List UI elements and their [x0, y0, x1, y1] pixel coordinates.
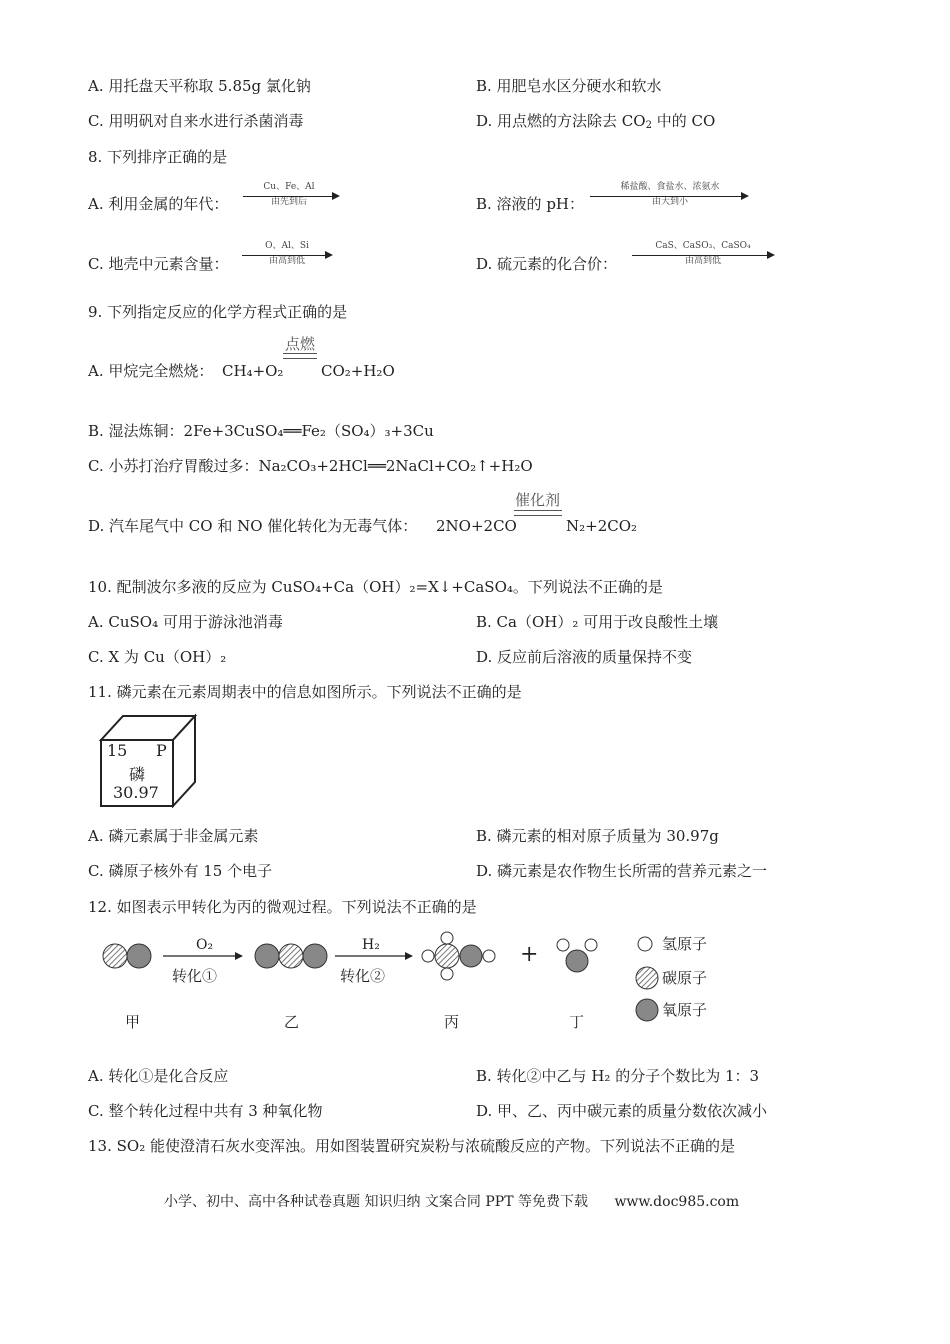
q12-arrow1-bottom: 转化①	[172, 967, 218, 985]
q8-a-arrow-bottom: 由先到后	[270, 197, 307, 207]
molecule-yi-icon	[255, 944, 327, 968]
q12-option-d: D. 甲、乙、丙中碳元素的质量分数依次减小	[476, 1102, 768, 1120]
q9-option-d-label: D. 汽车尾气中 CO 和 NO 催化转化为无毒气体：	[88, 517, 418, 535]
q8-a-arrow-head-icon	[332, 192, 340, 200]
q8-b-arrow	[590, 182, 750, 208]
q12-option-c: C. 整个转化过程中共有 3 种氧化物	[88, 1102, 323, 1120]
q9-d-left: 2NO+2CO	[436, 517, 517, 535]
q8-c-arrow-line	[242, 255, 326, 256]
q8-d-arrow-bottom: 由高到低	[684, 256, 721, 266]
q9-option-c: C. 小苏打治疗胃酸过多：Na₂CO₃+2HCl══2NaCl+CO₂↑+H₂O	[88, 457, 533, 475]
legend-carbon-icon	[636, 967, 658, 989]
q12-option-a: A. 转化①是化合反应	[88, 1067, 229, 1085]
q12-arrow1-head-icon	[235, 952, 243, 960]
q8-a-arrow	[243, 182, 335, 208]
q12-label-jia: 甲	[125, 1013, 141, 1031]
q8-c-arrow-bottom: 由高到低	[268, 256, 305, 266]
q12-arrow1-top: O₂	[196, 937, 214, 953]
q12-stem: 12. 如图表示甲转化为丙的微观过程。下列说法不正确的是	[88, 898, 477, 916]
q10-option-a: A. CuSO₄ 可用于游泳池消毒	[88, 613, 283, 631]
q8-option-c-label: C. 地壳中元素含量：	[88, 255, 229, 273]
molecule-jia-icon	[103, 944, 151, 968]
q10-option-b: B. Ca（OH）₂ 可用于改良酸性土壤	[476, 613, 719, 631]
q8-b-arrow-bottom: 由大到小	[651, 197, 688, 207]
q8-stem: 8. 下列排序正确的是	[88, 148, 228, 166]
q11-option-d: D. 磷元素是农作物生长所需的营养元素之一	[476, 862, 768, 880]
q8-d-arrow-head-icon	[767, 251, 775, 259]
legend-oxygen-icon	[636, 999, 658, 1021]
footer-url[interactable]: www.doc985.com	[614, 1194, 740, 1210]
q8-b-arrow-top: 稀盐酸、食盐水、浓氨水	[620, 182, 720, 192]
q10-stem: 10. 配制波尔多液的反应为 CuSO₄+Ca（OH）₂=X↓+CaSO₄。下列说法不正确的是	[88, 578, 663, 596]
q8-b-arrow-head-icon	[741, 192, 749, 200]
q9-a-left: CH₄+O₂	[222, 362, 284, 380]
q12-option-b: B. 转化②中乙与 H₂ 的分子个数比为 1：3	[476, 1067, 760, 1085]
q8-a-arrow-line	[243, 196, 333, 197]
q13-stem: 13. SO₂ 能使澄清石灰水变浑浊。用如图装置研究炭粉与浓硫酸反应的产物。下列说法不正确的是	[88, 1137, 735, 1155]
page-footer	[164, 1191, 739, 1211]
footer-text: 小学、初中、高中各种试卷真题 知识归纳 文案合同 PPT 等免费下载	[164, 1194, 588, 1210]
q12-arrow2-top: H₂	[362, 937, 380, 953]
q9-option-a-label: A. 甲烷完全燃烧：	[88, 362, 214, 380]
q9-d-equals-line	[514, 510, 562, 516]
q8-option-b-label: B. 溶液的 pH：	[476, 195, 585, 213]
element-atomic-number: 15	[107, 741, 128, 760]
q12-label-yi: 乙	[284, 1013, 300, 1031]
q8-c-arrow-head-icon	[325, 251, 333, 259]
q11-option-c: C. 磷原子核外有 15 个电子	[88, 862, 273, 880]
q12-label-ding: 丁	[569, 1013, 585, 1031]
element-symbol: P	[156, 741, 167, 760]
q8-c-arrow-top: O、Al、Si	[265, 241, 309, 251]
q9-option-b: B. 湿法炼铜：2Fe+3CuSO₄══Fe₂（SO₄）₃+3Cu	[88, 422, 434, 440]
q8-b-arrow-line	[590, 196, 742, 197]
q8-option-d-label: D. 硫元素的化合价：	[476, 255, 618, 273]
q7-option-c: C. 用明矾对自来水进行杀菌消毒	[88, 112, 304, 130]
legend-hydrogen-icon	[638, 937, 652, 951]
q12-plus: +	[520, 942, 539, 967]
q8-a-arrow-top: Cu、Fe、Al	[263, 182, 315, 192]
q7-option-b: B. 用肥皂水区分硬水和软水	[476, 77, 662, 95]
q11-option-a: A. 磷元素属于非金属元素	[88, 827, 259, 845]
q9-d-condition: 催化剂	[514, 491, 560, 509]
q9-a-equals-line	[283, 353, 317, 359]
q8-d-arrow	[632, 241, 774, 267]
q8-d-arrow-line	[632, 255, 768, 256]
q10-option-c: C. X 为 Cu（OH）₂	[88, 648, 227, 666]
element-mass: 30.97	[113, 783, 159, 802]
q8-c-arrow	[242, 241, 332, 267]
q12-arrow2-head-icon	[405, 952, 413, 960]
molecule-bing-icon	[422, 932, 495, 980]
phosphorus-element-card	[95, 712, 201, 812]
q12-label-bing: 丙	[444, 1013, 460, 1031]
q9-a-right: CO₂+H₂O	[321, 362, 395, 380]
q8-d-arrow-top: CaS、CaSO₃、CaSO₄	[655, 241, 751, 251]
element-name: 磷	[129, 765, 146, 784]
q9-stem: 9. 下列指定反应的化学方程式正确的是	[88, 303, 348, 321]
legend-carbon-label: 碳原子	[662, 969, 708, 987]
q8-option-a-label: A. 利用金属的年代：	[88, 195, 229, 213]
q9-d-right: N₂+2CO₂	[566, 517, 638, 535]
legend-hydrogen-label: 氢原子	[662, 935, 708, 953]
q7-option-d: D. 用点燃的方法除去 $CO_2$ 中的 CO	[476, 112, 716, 131]
q7-option-a: A. 用托盘天平称取 5.85g 氯化钠	[88, 77, 311, 95]
q10-option-d: D. 反应前后溶液的质量保持不变	[476, 648, 693, 666]
q12-arrow2-bottom: 转化②	[340, 967, 386, 985]
legend-oxygen-label: 氧原子	[662, 1001, 708, 1019]
q11-option-b: B. 磷元素的相对原子质量为 30.97g	[476, 827, 719, 845]
q9-a-condition: 点燃	[284, 335, 315, 353]
molecule-ding-icon	[557, 939, 597, 972]
q11-stem: 11. 磷元素在元素周期表中的信息如图所示。下列说法不正确的是	[88, 683, 522, 701]
